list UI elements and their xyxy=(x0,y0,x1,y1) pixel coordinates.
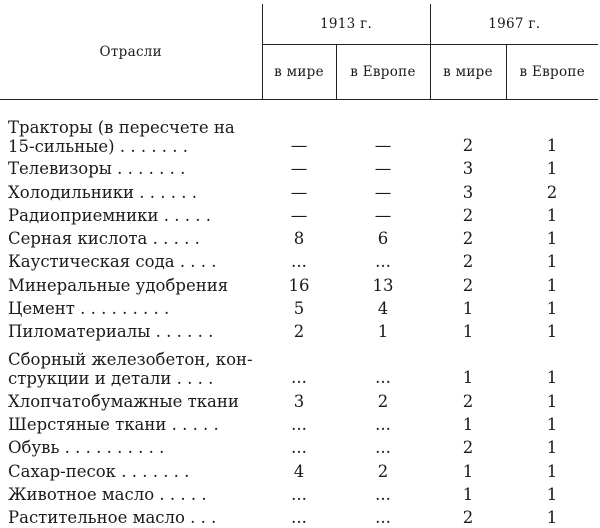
cell-europe-1967: 1 xyxy=(546,508,558,528)
cell-europe-1913: ... xyxy=(375,368,391,388)
cell-europe-1913: ... xyxy=(375,508,391,528)
cell-europe-1913: 13 xyxy=(372,275,394,295)
table-row xyxy=(0,226,598,249)
cell-europe-1913: 6 xyxy=(377,229,389,249)
cell-world-1967: 2 xyxy=(462,252,474,272)
cell-world-1967: 1 xyxy=(462,299,474,319)
cell-europe-1967: 1 xyxy=(546,322,558,342)
cell-europe-1967: 1 xyxy=(546,159,558,179)
cell-world-1967: 2 xyxy=(462,136,474,155)
year-1967-header: 1967 г. xyxy=(430,4,598,45)
cell-europe-1967: 1 xyxy=(546,438,558,458)
row-name: Радиоприемники . . . . . xyxy=(8,205,211,225)
table-row xyxy=(0,342,598,388)
cell-world-1967: 2 xyxy=(462,229,474,249)
cell-europe-1967: 1 xyxy=(546,252,558,272)
cell-europe-1967: 2 xyxy=(546,182,558,202)
cell-europe-1913: 1 xyxy=(377,322,389,342)
world-1967-header: в мире xyxy=(430,45,506,100)
row-name: Обувь . . . . . . . . . . xyxy=(8,438,165,458)
row-name-line1: Тракторы (в пересчете на xyxy=(8,118,235,137)
cell-europe-1913: 2 xyxy=(377,391,389,411)
row-name: Цемент . . . . . . . . . xyxy=(8,299,170,319)
header-row-years xyxy=(0,4,598,45)
table-row xyxy=(0,272,598,295)
table-row xyxy=(0,505,598,528)
cell-europe-1913: — xyxy=(374,136,392,155)
cell-world-1913: — xyxy=(290,136,308,155)
cell-europe-1967: 1 xyxy=(546,368,558,388)
cell-world-1967: 2 xyxy=(462,438,474,458)
row-name: Растительное масло . . . xyxy=(8,508,217,528)
cell-world-1913: 3 xyxy=(293,391,305,411)
cell-europe-1913: — xyxy=(374,205,392,225)
table-row xyxy=(0,249,598,272)
table-row xyxy=(0,412,598,435)
cell-world-1967: 3 xyxy=(462,182,474,202)
row-name: Каустическая сода . . . . xyxy=(8,252,217,272)
row-name: Минеральные удобрения xyxy=(8,275,229,295)
table-row xyxy=(0,296,598,319)
cell-world-1967: 1 xyxy=(462,484,474,504)
cell-world-1913: ... xyxy=(291,414,307,434)
cell-world-1967: 1 xyxy=(462,461,474,481)
cell-world-1913: ... xyxy=(291,438,307,458)
branch-header: Отрасли xyxy=(0,4,262,100)
cell-world-1913: 5 xyxy=(293,299,305,319)
cell-world-1913: 2 xyxy=(293,322,305,342)
cell-europe-1967: 1 xyxy=(546,391,558,411)
row-name: Шерстяные ткани . . . . . xyxy=(8,414,219,434)
cell-world-1913: — xyxy=(290,205,308,225)
cell-world-1967: 1 xyxy=(462,322,474,342)
cell-world-1913: ... xyxy=(291,508,307,528)
cell-world-1967: 2 xyxy=(462,275,474,295)
table-row xyxy=(0,156,598,179)
cell-europe-1913: — xyxy=(374,159,392,179)
cell-world-1913: 4 xyxy=(293,461,305,481)
cell-world-1967: 2 xyxy=(462,391,474,411)
cell-world-1913: ... xyxy=(291,484,307,504)
row-name-line2: струкции и детали . . . . xyxy=(8,369,214,389)
cell-europe-1913: ... xyxy=(375,484,391,504)
cell-europe-1913: ... xyxy=(375,438,391,458)
cell-europe-1967: 1 xyxy=(546,229,558,249)
table-row xyxy=(0,388,598,411)
cell-world-1967: 2 xyxy=(462,508,474,528)
year-1913-header: 1913 г. xyxy=(262,4,430,45)
row-name: Сахар-песок . . . . . . . xyxy=(8,461,190,481)
cell-world-1967: 1 xyxy=(462,368,474,388)
world-1913-header: в мире xyxy=(262,45,336,100)
row-name: Телевизоры . . . . . . . xyxy=(8,159,186,179)
table-row xyxy=(0,179,598,202)
cell-world-1967: 2 xyxy=(462,205,474,225)
cell-world-1913: 16 xyxy=(288,275,310,295)
row-name: Серная кислота . . . . . xyxy=(8,229,200,249)
table-row xyxy=(0,108,598,156)
cell-europe-1913: ... xyxy=(375,414,391,434)
cell-europe-1967: 1 xyxy=(546,275,558,295)
cell-world-1913: ... xyxy=(291,252,307,272)
industry-ranking-table xyxy=(0,4,598,528)
table-row xyxy=(0,458,598,481)
table-row xyxy=(0,482,598,505)
row-name-line1: Сборный железобетон, кон- xyxy=(8,350,253,370)
row-name: Животное масло . . . . . xyxy=(8,484,207,504)
row-name-line2: 15-сильные) . . . . . . . xyxy=(8,137,189,156)
cell-europe-1913: — xyxy=(374,182,392,202)
cell-world-1913: — xyxy=(290,159,308,179)
cell-world-1913: — xyxy=(290,182,308,202)
cell-europe-1913: ... xyxy=(375,252,391,272)
table-row xyxy=(0,319,598,342)
cell-europe-1913: 4 xyxy=(377,299,389,319)
cell-europe-1967: 1 xyxy=(546,461,558,481)
cell-world-1967: 1 xyxy=(462,414,474,434)
cell-world-1913: 8 xyxy=(293,229,305,249)
table-row xyxy=(0,435,598,458)
europe-1967-header: в Европе xyxy=(506,45,598,100)
cell-europe-1967: 1 xyxy=(546,484,558,504)
row-name: Пиломатериалы . . . . . . xyxy=(8,322,214,342)
europe-1913-header: в Европе xyxy=(336,45,430,100)
cell-europe-1967: 1 xyxy=(546,299,558,319)
cell-europe-1967: 1 xyxy=(546,205,558,225)
cell-world-1967: 3 xyxy=(462,159,474,179)
cell-europe-1913: 2 xyxy=(377,461,389,481)
row-name: Хлопчатобумажные ткани xyxy=(8,391,239,411)
cell-world-1913: ... xyxy=(291,368,307,388)
table-row xyxy=(0,203,598,226)
cell-europe-1967: 1 xyxy=(546,414,558,434)
row-name: Холодильники . . . . . . xyxy=(8,182,197,202)
cell-europe-1967: 1 xyxy=(546,136,558,155)
